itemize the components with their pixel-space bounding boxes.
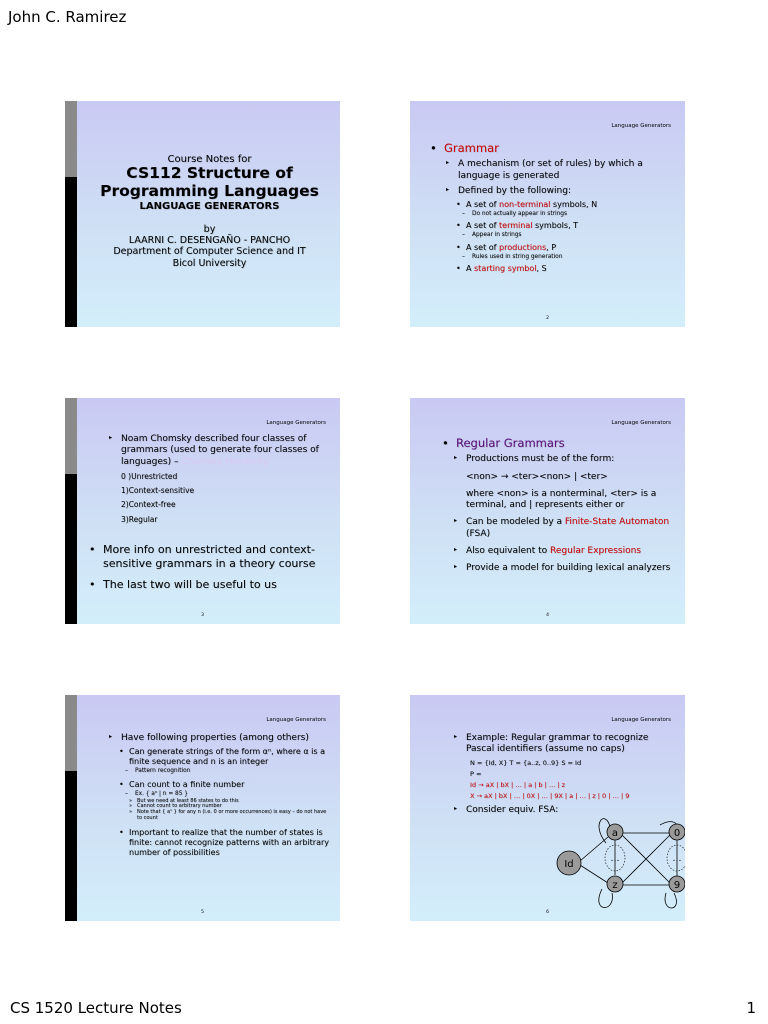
fsa-state-label: z [612, 880, 618, 891]
footer-course-label: CS 1520 Lecture Notes [10, 999, 182, 1017]
slide-page-number: 5 [201, 910, 204, 915]
fsa-state-label: Id [564, 859, 574, 870]
fsa-state-label: 0 [673, 828, 681, 839]
bullet-text: Can be modeled by a [466, 517, 565, 528]
item-text: , P [546, 242, 557, 252]
bullet-text: The last two will be useful to us [103, 577, 277, 591]
grammar-class-item: 1)Context-sensitive [121, 486, 195, 495]
item-highlight: starting symbol [474, 263, 537, 273]
production-form: <non> → <ter><non> | <ter> [466, 471, 608, 482]
bullet-text: Productions must be of the form: [466, 454, 615, 465]
slide-6-example: Language Generators ▸ Example: Regular grammar to recognize Pascal identifiers (assume no caps) N = {Id, X} T = {a..z, 0..9} S = Id P = Id → aX | bX | … | a | b | … | z X → aX | bX | … | 0X | … | 9X | a | … | z | 0 | … | 9 ▸ Consider equiv. FSA: Id a z 0 9 … … 6 [410, 695, 685, 921]
item-text: symbols, T [532, 221, 579, 231]
university: Bicol University [172, 257, 247, 269]
slide-heading: Grammar [444, 141, 499, 155]
bullet-text: Defined by the following: [458, 185, 571, 196]
bullet-text: Also equivalent to [466, 545, 551, 556]
production-explanation: where <non> is a nonterminal, <ter> is a terminal, and | represents either or [466, 488, 657, 511]
sub-sub-item-text: But we need at least 86 states to do this [137, 797, 239, 804]
self-loop [665, 893, 676, 908]
bullet-text: (FSA) [466, 528, 491, 539]
bullet-text: Example: Regular grammar to recognize Pascal identifiers (assume no caps) [466, 733, 649, 755]
sub-item-text: Ex. { aⁿ | n = 85 } [135, 791, 188, 798]
slide-tag: Language Generators [266, 420, 326, 426]
slide-heading: Regular Grammars [456, 436, 565, 450]
slide-tag: Language Generators [266, 717, 326, 723]
slide-5-properties: Language Generators ▸ Have following properties (among others) • Can generate strings of the form αⁿ, where α is a finite sequence and n is an integer – Pattern recognition • Can count to a finite number – Ex. { aⁿ | n = 85 } » But we need at least 86 states to do this » Cannot count to arbitrary number » Note that { aⁿ } for any n (i.e. 0 or more occurrences) is easy – do not have to count • Important to realize that the number of states is finite: cannot recognize patterns with an arbitrary number of possibilities 5 [65, 695, 340, 921]
sub-item-text: Do not actually appear in strings [472, 211, 567, 218]
grammar-class-item: 0 )Unrestricted [121, 471, 178, 481]
transition-edge [580, 865, 608, 883]
department: Department of Computer Science and IT [113, 246, 306, 258]
slide-1-title [65, 101, 340, 327]
production-rule: Id → aX | bX | … | a | b | … | z [470, 780, 566, 789]
item-highlight: Finite-State Automaton [564, 517, 670, 528]
grammar-class-item: 2)Context-free [121, 500, 176, 510]
fsa-state-label: 9 [673, 880, 681, 891]
item-text: A set of [466, 200, 500, 210]
production-rule: X → aX | bX | … | 0X | … | 9X | a | … | z | 0 | … | 9 [470, 791, 630, 800]
item-text: Can count to a finite number [129, 780, 245, 790]
self-loop [599, 889, 613, 908]
slide-3-chomsky: Language Generators ▸ Noam Chomsky described four classes of grammars (used to generate four classes of languages) – Chomsky Hierarchy 0 )Unrestricted 1)Context-sensitive 2)Context-free 3)Regular • More info on unrestricted and context-sensitive grammars in a theory course • The last two will be useful to us 3 [65, 398, 340, 624]
by-label: by [203, 223, 216, 235]
bullet-text: More info on unrestricted and context-sensitive grammars in a theory course [103, 543, 316, 570]
slide-tag: Language Generators [611, 717, 671, 723]
footer-page-number: 1 [746, 999, 756, 1017]
sub-item-text: Rules used in string generation [472, 253, 563, 260]
slide-page-number: 3 [201, 613, 204, 618]
transition-edge [580, 837, 608, 861]
slide-author: LAARNI C. DESENGAÑO - PANCHO [128, 235, 291, 247]
chomsky-hierarchy-link[interactable]: Chomsky Hierarchy [181, 456, 269, 467]
header-author: John C. Ramirez [8, 8, 127, 26]
item-text: A set of [466, 221, 500, 231]
slide-page-number: 6 [546, 910, 549, 915]
sub-item-text: Appear in strings [472, 232, 522, 239]
slide-page-number: 4 [546, 613, 549, 618]
productions-label: P = [470, 769, 482, 778]
slide-4-regular-grammars: Language Generators • Regular Grammars ▸ Productions must be of the form: <non> → <ter><non> | <ter> where <non> is a nonterminal, <ter> is a terminal, and | represents either or ▸ Can be modeled by a Finite-State Automaton (FSA) ▸ Also equivalent to Regular Expressions ▸ Provide a model for building lexical analyzers 4 [410, 398, 685, 624]
slide-2-grammar: Language Generators • Grammar ▸ A mechanism (or set of rules) by which a language is generated ▸ Defined by the following: • A set of non-terminal symbols, N – Do not actually appear in strings • A set of terminal symbols, T – Appear in strings • A set of productions, P – Rules used in string generation • A starting symbol, S 2 [410, 101, 685, 327]
slide-tag: Language Generators [611, 123, 671, 129]
slide-accent-bar-bottom [65, 177, 77, 327]
item-text: symbols, N [550, 200, 598, 210]
slide-accent-bar-top [65, 695, 77, 771]
course-title-line2: Programming Languages [100, 181, 319, 200]
bullet-text: Provide a model for building lexical analyzers [466, 563, 671, 574]
course-notes-label: Course Notes for [167, 154, 252, 165]
fsa-ellipsis-label: … [610, 854, 620, 864]
grammar-class-item: 3)Regular [121, 514, 158, 524]
slide-accent-bar-bottom [65, 771, 77, 921]
item-text: Important to realize that the number of states is finite: cannot recognize patterns with an arbitrary number of possibilities [129, 827, 329, 857]
course-subtitle: LANGUAGE GENERATORS [139, 200, 280, 212]
item-highlight: productions [499, 242, 547, 252]
sub-sub-item-text: Note that { aⁿ } for any n (i.e. 0 or more occurrences) is easy – do not have to count [137, 809, 327, 821]
item-highlight: non-terminal [499, 200, 551, 210]
item-text: A [466, 263, 475, 273]
slide-page-number: 2 [546, 316, 549, 321]
bullet-text: Consider equiv. FSA: [466, 805, 559, 815]
fsa-ellipsis-label: … [672, 854, 682, 864]
bullet-text: Have following properties (among others) [121, 733, 309, 743]
grammar-definition: N = {Id, X} T = {a..z, 0..9} S = Id [470, 758, 582, 767]
slide-accent-bar-top [65, 398, 77, 474]
item-text: , S [536, 263, 547, 273]
bullet-text: Noam Chomsky described four classes of grammars (used to generate four classes of languages) – [121, 434, 319, 467]
sub-item-text: Pattern recognition [135, 768, 191, 775]
slide-accent-bar-top [65, 101, 77, 177]
fsa-diagram [550, 813, 685, 921]
item-highlight: Regular Expressions [550, 545, 641, 556]
item-text: Can generate strings of the form αⁿ, where α is a finite sequence and n is an integer [129, 747, 325, 767]
item-text: A set of [466, 242, 500, 252]
item-highlight: terminal [499, 221, 533, 231]
bullet-text: A mechanism (or set of rules) by which a language is generated [458, 159, 643, 181]
slide-tag: Language Generators [611, 420, 671, 426]
slide-accent-bar-bottom [65, 474, 77, 624]
sub-sub-item-text: Cannot count to arbitrary number [137, 803, 222, 810]
course-title-line1: CS112 Structure of [126, 164, 293, 182]
fsa-state-label: a [611, 828, 619, 839]
